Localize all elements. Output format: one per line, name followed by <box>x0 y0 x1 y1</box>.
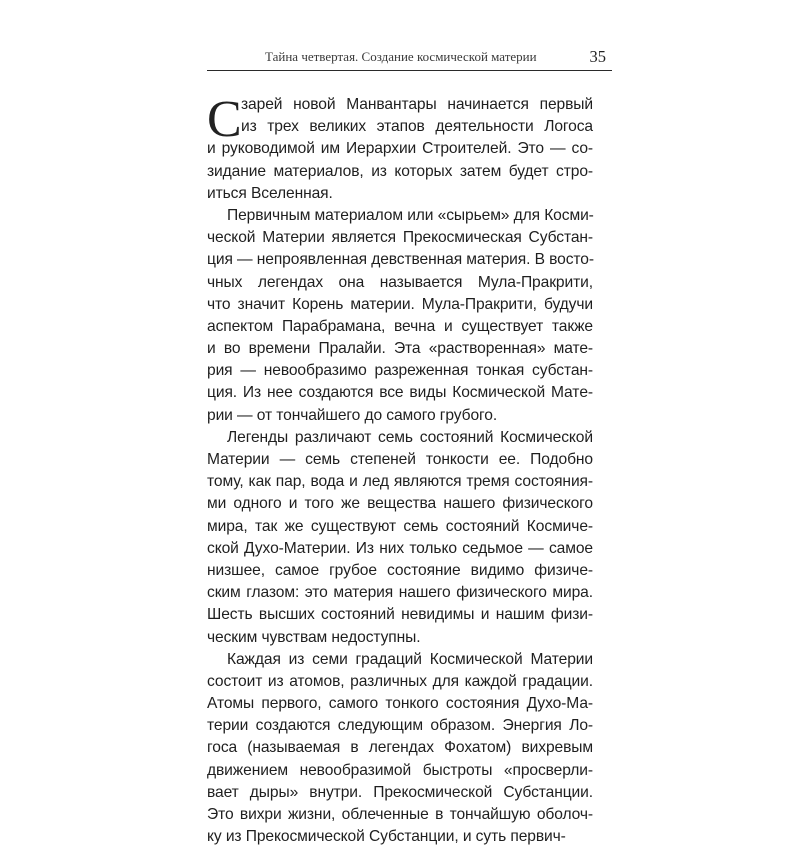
text-line: терии создаются следующим образом. Энергия Ло- <box>207 717 593 735</box>
body-text <box>207 91 594 848</box>
text-line: рия — невообразимо разреженная тонкая субстан- <box>207 362 593 380</box>
paragraph <box>207 427 593 649</box>
text-line: движением невообразимой быстроты «просверли- <box>207 761 593 779</box>
text-line: тому, как пар, вода и лед являются тремя состояния- <box>207 473 593 491</box>
text-line: ми одного и того же вещества нашего физического <box>207 495 593 513</box>
text-line: ской Духо-Материи. Из них только седьмое — самое <box>207 539 593 557</box>
text-line: аспектом Парабрамана, вечна и существует также <box>207 317 593 335</box>
text-line: из трех великих этапов деятельности Логоса <box>241 118 593 136</box>
text-line: иться Вселенная. <box>207 184 333 202</box>
running-title: Тайна четвертая. Создание космической материи <box>265 49 537 64</box>
text-line: что значит Корень материи. Мула-Пракрити, будучи <box>207 295 593 313</box>
text-line: Шесть высших состояний невидимы и нашим физи- <box>207 606 593 624</box>
paragraph <box>207 649 593 848</box>
text-line: вает дыры» внутри. Прекосмической Субстанции. <box>207 783 593 801</box>
text-line: ция — непроявленная девственная материя. В восто- <box>207 251 594 269</box>
text-line: Атомы первого, самого тонкого состояния Духо-Ма- <box>207 695 593 713</box>
text-line: ку из Прекосмической Субстанции, и суть первич- <box>207 828 566 846</box>
text-line: чных легендах она называется Мула-Пракрити, <box>207 273 593 291</box>
paragraph <box>207 205 593 427</box>
text-line: Легенды различают семь состояний Космической <box>227 428 593 446</box>
text-line: ческой Материи является Прекосмическая Субстан- <box>207 229 593 247</box>
text-line: Первичным материалом или «сырьем» для Косми- <box>227 206 594 224</box>
text-line: состоит из атомов, различных для каждой градации. <box>207 672 593 690</box>
drop-cap: С <box>207 91 242 148</box>
text-line: зидание материалов, из которых затем будет стро- <box>207 162 593 180</box>
text-line: Каждая из семи градаций Космической Материи <box>227 650 593 668</box>
text-line: и во времени Пралайи. Эта «растворенная» мате- <box>207 340 593 358</box>
text-line: и руководимой им Иерархии Строителей. Это — со- <box>207 140 593 158</box>
text-line: низшее, самое грубое состояние видимо физиче- <box>207 561 593 579</box>
paragraph <box>207 91 593 205</box>
text-line: Материи — семь степеней тонкости ее. Подобно <box>207 451 593 468</box>
text-line: рии — от тончайшего до самого грубого. <box>207 406 498 424</box>
text-line: ческим чувствам недоступны. <box>207 628 421 646</box>
text-line: ция. Из нее создаются все виды Космической Матe- <box>207 384 593 402</box>
text-line: мира, так же существуют семь состояний Космиче- <box>207 517 593 535</box>
text-line: зарей новой Манвантары начинается первый <box>241 96 593 113</box>
text-line: ским глазом: это материя нашего физического мира. <box>207 584 593 602</box>
page-header <box>207 44 612 71</box>
text-line: Это вихри жизни, облеченные в тончайшую оболоч- <box>207 806 593 823</box>
text-line: госа (называемая в легендах Фохатом) вихревым <box>207 739 593 757</box>
page-number: 35 <box>589 47 606 66</box>
